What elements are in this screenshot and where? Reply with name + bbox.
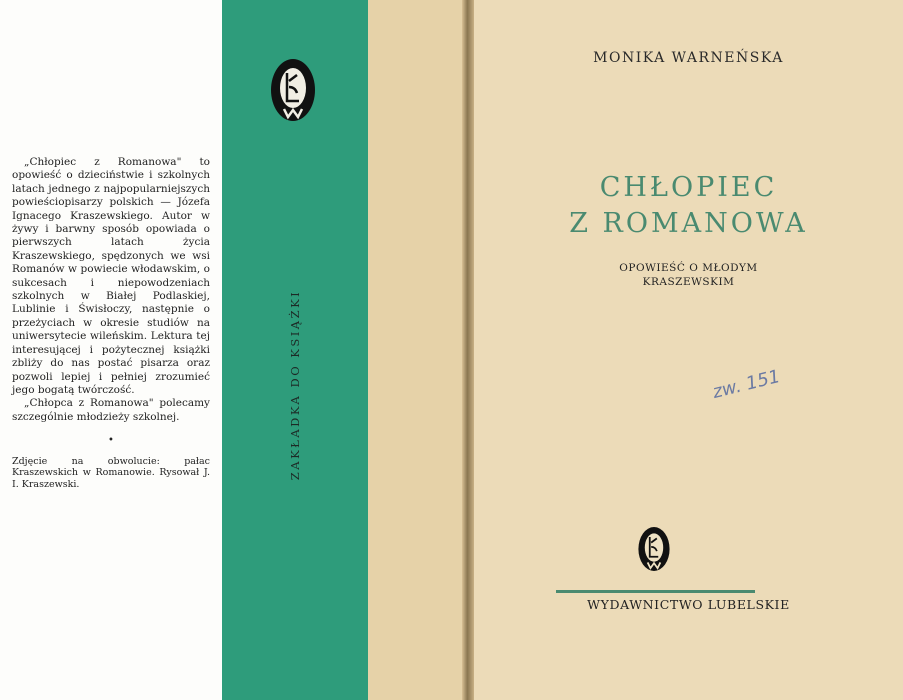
book-gutter	[462, 0, 474, 700]
handwritten-note: zw. 151	[710, 365, 783, 404]
publisher-emblem-icon	[637, 525, 671, 577]
title-page	[474, 0, 903, 700]
blurb	[12, 156, 210, 490]
bookmark-label: ZAKŁADKA DO KSIĄŻKI	[288, 289, 302, 481]
subtitle-line-1: OPOWIEŚĆ O MŁODYM	[619, 262, 758, 274]
divider-dot: •	[108, 435, 114, 447]
cover-photo-caption: Zdjęcie na obwolucie: pałac Kraszewskich w Romanowie. Rysował J. I. Kraszewski.	[12, 455, 210, 490]
publisher-rule	[556, 590, 755, 593]
author-name: MONIKA WARNEŃSKA	[593, 50, 784, 66]
bookmark-strip	[222, 0, 368, 700]
book-title-line-1: CHŁOPIEC	[599, 172, 778, 203]
subtitle-line-2: KRASZEWSKIM	[642, 276, 735, 288]
publisher-emblem-icon	[269, 57, 317, 127]
publisher-name: WYDAWNICTWO LUBELSKIE	[587, 597, 790, 612]
dust-jacket-flap	[0, 0, 222, 700]
blurb-paragraph-2: „Chłopca z Romanowa" polecamy szczególnie młodzieży szkolnej.	[12, 397, 210, 423]
blurb-paragraph-1: „Chłopiec z Romanowa" to opowieść o dzieciństwie i szkolnych latach jednego z najpopularniejszych powieściopisarzy polskich — Józefa Ignacego Kraszewskiego. Autor w żywy i barwny sposób opowiada o pierwszych latach życia Kraszewskiego, spędzonych we wsi Romanów w powiecie włodawskim, o sukcesach i niepowodzeniach szkolnych w Białej Podlaskiej, Lublinie i Świsłoczy, następnie o przeżyciach w okresie studiów na uniwersytecie wileńskim. Lektura tej interesującej i pożytecznej książki zbliży do nas postać pisarza oraz pozwoli lepiej i pełniej zrozumieć jego bogatą twórczość.	[12, 156, 210, 396]
book-title-line-2: Z ROMANOWA	[569, 208, 808, 239]
cover-inner-left	[368, 0, 468, 700]
